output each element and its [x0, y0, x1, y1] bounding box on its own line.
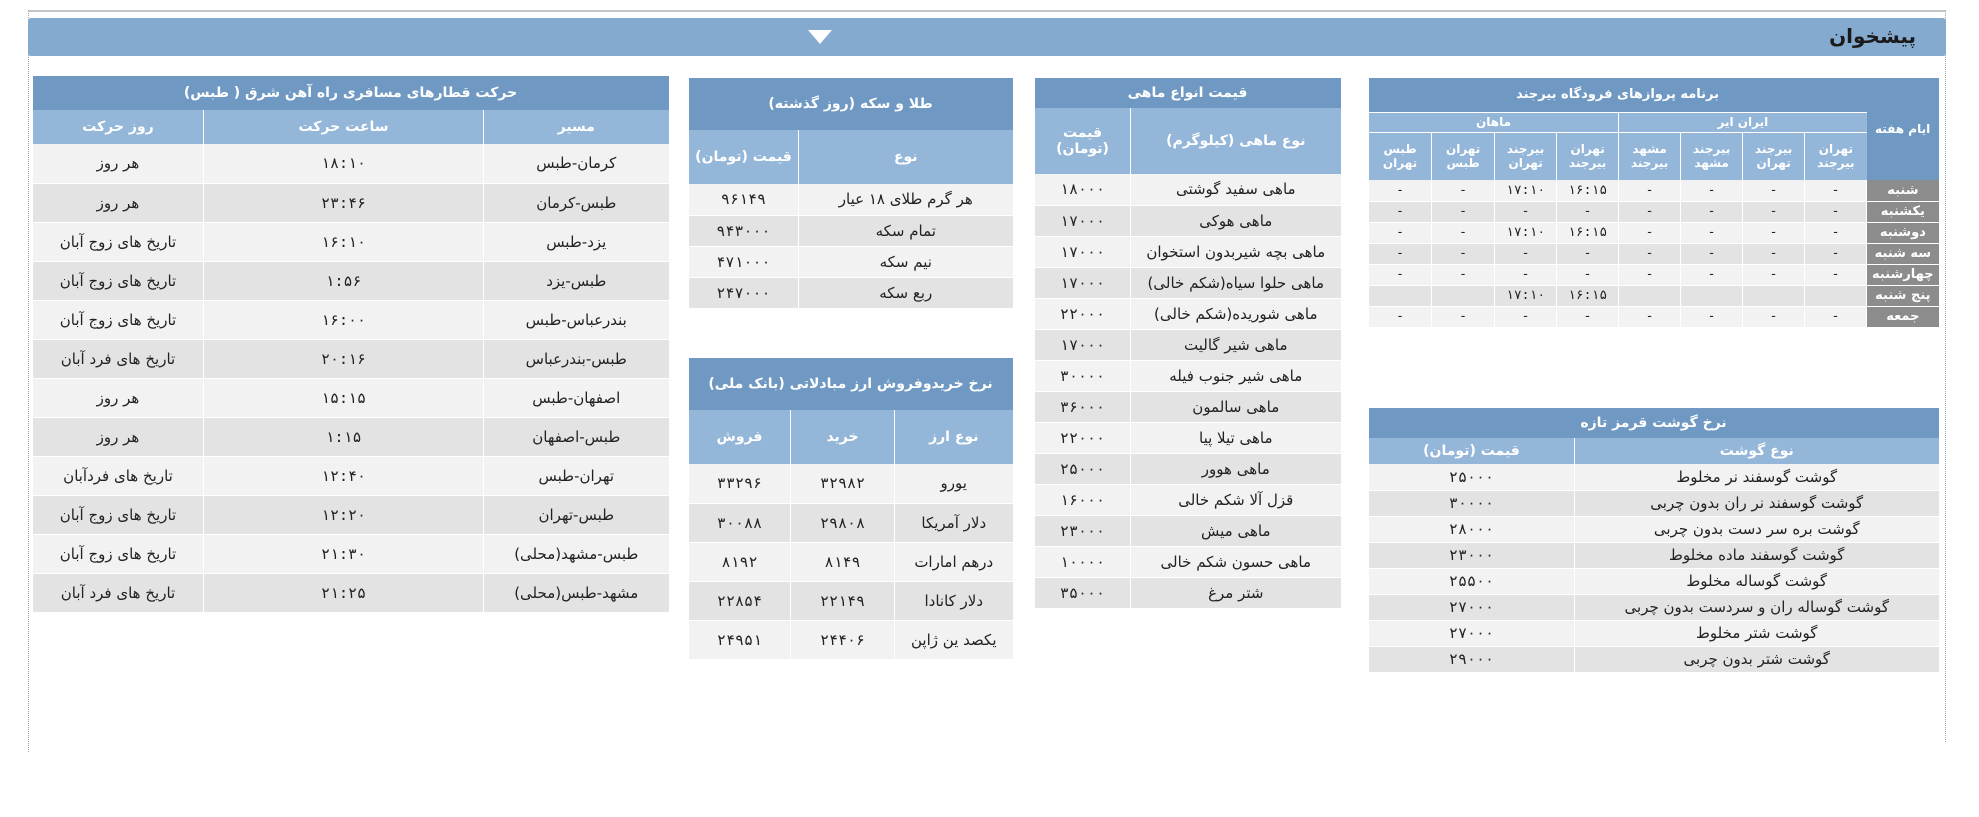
- fish-cell: ماهی هوکی: [1131, 205, 1341, 236]
- flights-cell: -: [1432, 222, 1495, 243]
- meat-col-price: قیمت (تومان): [1369, 438, 1575, 464]
- meat-cell: گوشت گوسفند نر ران بدون چربی: [1575, 490, 1939, 516]
- flights-cell: -: [1495, 243, 1557, 264]
- meat-cell: ۲۵۵۰۰: [1369, 568, 1575, 594]
- trains-cell: ۲۱:۳۰: [204, 534, 484, 573]
- flights-cell: -: [1805, 222, 1867, 243]
- trains-cell: ۲۳:۴۶: [204, 183, 484, 222]
- fish-cell: ۱۷۰۰۰: [1035, 205, 1131, 236]
- gold-col-type: نوع: [799, 130, 1013, 184]
- flights-day-cell: پنج شنبه: [1867, 285, 1939, 306]
- meat-table: [1368, 408, 1939, 673]
- fish-cell: ۱۶۰۰۰: [1035, 484, 1131, 515]
- flights-cell: -: [1557, 306, 1619, 327]
- flights-cell: -: [1681, 306, 1743, 327]
- flights-day-cell: چهارشنبه: [1867, 264, 1939, 285]
- flights-cell: -: [1619, 222, 1681, 243]
- fish-title: قیمت انواع ماهی: [1035, 78, 1341, 108]
- flights-body: [1369, 180, 1939, 327]
- currency-cell: ۸۱۹۲: [689, 542, 791, 581]
- currency-cell: ۲۴۴۰۶: [791, 620, 895, 659]
- flights-cell: ۱۷:۱۰: [1495, 222, 1557, 243]
- currency-cell: ۳۲۹۸۲: [791, 464, 895, 503]
- meat-cell: ۲۳۰۰۰: [1369, 542, 1575, 568]
- flights-airline-iranair: ایران ایر: [1619, 112, 1867, 132]
- gold-cell: ربع سکه: [799, 277, 1013, 308]
- flights-cell: -: [1805, 201, 1867, 222]
- flights-cell: -: [1495, 264, 1557, 285]
- flights-cell: -: [1743, 222, 1805, 243]
- fish-cell: ۲۲۰۰۰: [1035, 422, 1131, 453]
- flights-title: برنامه پروازهای فرودگاه بیرجند: [1369, 78, 1867, 112]
- gold-table: [688, 78, 1013, 309]
- currency-cell: دلار آمریکا: [895, 503, 1013, 542]
- flights-route-header: بیرجند تهران: [1495, 132, 1557, 180]
- flights-cell: -: [1619, 306, 1681, 327]
- flights-cell: -: [1805, 180, 1867, 201]
- meat-cell: ۲۷۰۰۰: [1369, 620, 1575, 646]
- fish-col-price: قیمت (تومان): [1035, 108, 1131, 174]
- currency-body: [689, 464, 1013, 659]
- trains-cell: ۱۶:۰۰: [204, 300, 484, 339]
- currency-row: [689, 581, 1013, 620]
- flights-day-header: ایام هفته: [1867, 78, 1939, 180]
- trains-row: [33, 183, 669, 222]
- fish-table: [1034, 78, 1341, 609]
- currency-cell: ۲۲۱۴۹: [791, 581, 895, 620]
- flights-route-header: تهران بیرجند: [1805, 132, 1867, 180]
- currency-cell: ۲۲۸۵۴: [689, 581, 791, 620]
- gold-cell: ۹۶۱۴۹: [689, 184, 799, 215]
- trains-cell: هر روز: [33, 144, 204, 183]
- trains-row: [33, 573, 669, 612]
- gold-row: [689, 246, 1013, 277]
- flights-cell: -: [1681, 243, 1743, 264]
- section-banner: [28, 18, 1946, 56]
- flights-cell: [1805, 285, 1867, 306]
- section-title: پیشخوان: [1829, 24, 1916, 48]
- flights-cell: -: [1743, 306, 1805, 327]
- currency-row: [689, 503, 1013, 542]
- flights-cell: -: [1681, 264, 1743, 285]
- fish-cell: ۲۲۰۰۰: [1035, 298, 1131, 329]
- meat-cell: گوشت شتر بدون چربی: [1575, 646, 1939, 672]
- flights-routes-row: [1369, 132, 1939, 180]
- flights-cell: -: [1805, 306, 1867, 327]
- trains-cell: ۱:۱۵: [204, 417, 484, 456]
- trains-cell: ۱:۵۶: [204, 261, 484, 300]
- fish-cell: ۱۷۰۰۰: [1035, 329, 1131, 360]
- trains-cell: هر روز: [33, 183, 204, 222]
- trains-cell: طبس-تهران: [484, 495, 669, 534]
- flights-route-header: تهران طبس: [1432, 132, 1495, 180]
- trains-cell: طبس-بندرعباس: [484, 339, 669, 378]
- flights-cell: -: [1557, 264, 1619, 285]
- gold-col-price: قیمت (تومان): [689, 130, 799, 184]
- flights-route-header: بیرجند مشهد: [1681, 132, 1743, 180]
- trains-row: [33, 417, 669, 456]
- flights-cell: ۱۶:۱۵: [1557, 180, 1619, 201]
- fish-cell: ماهی شوریده(شکم خالی): [1131, 298, 1341, 329]
- currency-cell: ۲۴۹۵۱: [689, 620, 791, 659]
- flights-cell: -: [1743, 201, 1805, 222]
- gold-body: [689, 184, 1013, 308]
- trains-cell: هر روز: [33, 378, 204, 417]
- trains-cell: طبس-یزد: [484, 261, 669, 300]
- flights-cell: -: [1619, 201, 1681, 222]
- flights-row: [1369, 222, 1939, 243]
- currency-row: [689, 464, 1013, 503]
- meat-cell: گوشت گوساله ران و سردست بدون چربی: [1575, 594, 1939, 620]
- meat-row: [1369, 620, 1939, 646]
- flights-cell: ۱۶:۱۵: [1557, 222, 1619, 243]
- flights-cell: -: [1369, 243, 1432, 264]
- fish-row: [1035, 329, 1341, 360]
- fish-cell: ماهی هوور: [1131, 453, 1341, 484]
- fish-cell: ۲۵۰۰۰: [1035, 453, 1131, 484]
- gold-title: طلا و سکه (روز گذشته): [689, 78, 1013, 130]
- meat-row: [1369, 516, 1939, 542]
- fish-cell: ماهی تیلا پیا: [1131, 422, 1341, 453]
- currency-cell: یورو: [895, 464, 1013, 503]
- flights-cell: [1681, 285, 1743, 306]
- gold-cell: نیم سکه: [799, 246, 1013, 277]
- flights-row: [1369, 201, 1939, 222]
- meat-cell: گوشت گوساله مخلوط: [1575, 568, 1939, 594]
- fish-row: [1035, 360, 1341, 391]
- fish-cell: ماهی حسون شکم خالی: [1131, 546, 1341, 577]
- currency-col-buy: خرید: [791, 410, 895, 464]
- currency-title: نرخ خریدوفروش ارز مبادلاتی (بانک ملی): [689, 358, 1013, 410]
- fish-cell: قزل آلا شکم خالی: [1131, 484, 1341, 515]
- trains-cell: ۱۲:۴۰: [204, 456, 484, 495]
- fish-cell: ماهی شیر جنوب فیله: [1131, 360, 1341, 391]
- currency-row: [689, 542, 1013, 581]
- flights-cell: -: [1369, 180, 1432, 201]
- flights-row: [1369, 285, 1939, 306]
- flights-cell: -: [1432, 264, 1495, 285]
- flights-row: [1369, 180, 1939, 201]
- fish-cell: ۳۶۰۰۰: [1035, 391, 1131, 422]
- meat-cell: گوشت گوسفند ماده مخلوط: [1575, 542, 1939, 568]
- flights-cell: -: [1743, 243, 1805, 264]
- trains-col-time: ساعت حرکت: [204, 110, 484, 144]
- flights-route-header: بیرجند تهران: [1743, 132, 1805, 180]
- fish-row: [1035, 484, 1341, 515]
- flights-cell: ۱۷:۱۰: [1495, 180, 1557, 201]
- trains-col-route: مسیر: [484, 110, 669, 144]
- fish-row: [1035, 267, 1341, 298]
- flights-cell: -: [1432, 243, 1495, 264]
- flights-day-cell: سه شنبه: [1867, 243, 1939, 264]
- flights-cell: -: [1805, 243, 1867, 264]
- trains-cell: ۲۰:۱۶: [204, 339, 484, 378]
- fish-cell: شتر مرغ: [1131, 577, 1341, 608]
- frame-left-edge: [28, 52, 29, 752]
- trains-cell: بندرعباس-طبس: [484, 300, 669, 339]
- fish-row: [1035, 515, 1341, 546]
- fish-cell: ماهی حلوا سیاه(شکم خالی): [1131, 267, 1341, 298]
- currency-cell: ۳۳۲۹۶: [689, 464, 791, 503]
- currency-cell: ۸۱۴۹: [791, 542, 895, 581]
- flights-cell: -: [1681, 201, 1743, 222]
- flights-table: [1368, 78, 1939, 328]
- trains-cell: مشهد-طبس(محلی): [484, 573, 669, 612]
- fish-cell: ۱۷۰۰۰: [1035, 236, 1131, 267]
- trains-row: [33, 378, 669, 417]
- flights-route-header: تهران بیرجند: [1557, 132, 1619, 180]
- flights-row: [1369, 306, 1939, 327]
- flights-cell: -: [1681, 222, 1743, 243]
- flights-cell: [1432, 285, 1495, 306]
- gold-row: [689, 277, 1013, 308]
- trains-row: [33, 261, 669, 300]
- flights-cell: -: [1369, 306, 1432, 327]
- meat-title: نرخ گوشت قرمز تازه: [1369, 408, 1939, 438]
- fish-col-type: نوع ماهی (کیلوگرم): [1131, 108, 1341, 174]
- flights-day-cell: شنبه: [1867, 180, 1939, 201]
- flights-cell: [1369, 285, 1432, 306]
- trains-col-day: روز حرکت: [33, 110, 204, 144]
- flights-cell: -: [1432, 201, 1495, 222]
- trains-row: [33, 534, 669, 573]
- trains-title: حرکت قطارهای مسافری راه آهن شرق ( طبس): [33, 76, 669, 110]
- flights-cell: -: [1619, 264, 1681, 285]
- trains-row: [33, 222, 669, 261]
- trains-cell: ۱۶:۱۰: [204, 222, 484, 261]
- flights-day-cell: یکشنبه: [1867, 201, 1939, 222]
- currency-cell: دلار کانادا: [895, 581, 1013, 620]
- fish-body: [1035, 174, 1341, 608]
- flights-airline-mahan: ماهان: [1369, 112, 1619, 132]
- flights-cell: -: [1369, 222, 1432, 243]
- meat-row: [1369, 542, 1939, 568]
- meat-row: [1369, 490, 1939, 516]
- trains-cell: کرمان-طبس: [484, 144, 669, 183]
- meat-row: [1369, 464, 1939, 490]
- trains-table: [32, 76, 669, 613]
- gold-cell: ۲۴۷۰۰۰: [689, 277, 799, 308]
- currency-cell: ۳۰۰۸۸: [689, 503, 791, 542]
- gold-row: [689, 184, 1013, 215]
- trains-body: [33, 144, 669, 612]
- flights-cell: -: [1432, 180, 1495, 201]
- flights-cell: -: [1619, 243, 1681, 264]
- currency-row: [689, 620, 1013, 659]
- fish-cell: ماهی میش: [1131, 515, 1341, 546]
- gold-cell: تمام سکه: [799, 215, 1013, 246]
- fish-cell: ماهی سفید گوشتی: [1131, 174, 1341, 205]
- flights-cell: ۱۶:۱۵: [1557, 285, 1619, 306]
- meat-row: [1369, 646, 1939, 672]
- currency-cell: ۲۹۸۰۸: [791, 503, 895, 542]
- fish-cell: ماهی شیر گالیت: [1131, 329, 1341, 360]
- flights-cell: -: [1432, 306, 1495, 327]
- flights-cell: -: [1743, 180, 1805, 201]
- gold-cell: ۴۷۱۰۰۰: [689, 246, 799, 277]
- trains-cell: تاریخ های زوج آبان: [33, 261, 204, 300]
- fish-cell: ماهی بچه شیربدون استخوان: [1131, 236, 1341, 267]
- fish-cell: ۱۰۰۰۰: [1035, 546, 1131, 577]
- meat-cell: گوشت گوسفند نر مخلوط: [1575, 464, 1939, 490]
- meat-cell: گوشت بره سر دست بدون چربی: [1575, 516, 1939, 542]
- flights-cell: ۱۷:۱۰: [1495, 285, 1557, 306]
- trains-cell: تاریخ های فرد آبان: [33, 339, 204, 378]
- flights-cell: -: [1681, 180, 1743, 201]
- fish-row: [1035, 422, 1341, 453]
- meat-row: [1369, 594, 1939, 620]
- fish-cell: ۱۷۰۰۰: [1035, 267, 1131, 298]
- trains-cell: تاریخ های زوج آبان: [33, 222, 204, 261]
- fish-row: [1035, 236, 1341, 267]
- trains-cell: طبس-کرمان: [484, 183, 669, 222]
- fish-row: [1035, 391, 1341, 422]
- meat-col-type: نوع گوشت: [1575, 438, 1939, 464]
- flights-route-header: مشهد بیرجند: [1619, 132, 1681, 180]
- flights-cell: -: [1557, 243, 1619, 264]
- flights-cell: -: [1805, 264, 1867, 285]
- trains-cell: تاریخ های فرد آبان: [33, 573, 204, 612]
- meat-cell: ۲۹۰۰۰: [1369, 646, 1575, 672]
- trains-cell: طبس-اصفهان: [484, 417, 669, 456]
- fish-row: [1035, 546, 1341, 577]
- trains-row: [33, 339, 669, 378]
- trains-cell: تاریخ های فردآبان: [33, 456, 204, 495]
- fish-cell: ماهی سالمون: [1131, 391, 1341, 422]
- flights-row: [1369, 264, 1939, 285]
- trains-cell: ۱۲:۲۰: [204, 495, 484, 534]
- trains-row: [33, 300, 669, 339]
- currency-cell: درهم امارات: [895, 542, 1013, 581]
- gold-cell: هر گرم طلای ۱۸ عیار: [799, 184, 1013, 215]
- flights-cell: -: [1557, 201, 1619, 222]
- flights-cell: -: [1495, 306, 1557, 327]
- trains-cell: ۱۵:۱۵: [204, 378, 484, 417]
- flights-cell: -: [1619, 180, 1681, 201]
- meat-cell: ۲۸۰۰۰: [1369, 516, 1575, 542]
- fish-row: [1035, 577, 1341, 608]
- trains-cell: ۱۸:۱۰: [204, 144, 484, 183]
- meat-cell: گوشت شتر مخلوط: [1575, 620, 1939, 646]
- trains-cell: تهران-طبس: [484, 456, 669, 495]
- currency-table: [688, 358, 1013, 660]
- meat-cell: ۳۰۰۰۰: [1369, 490, 1575, 516]
- fish-row: [1035, 174, 1341, 205]
- currency-col-type: نوع ارز: [895, 410, 1013, 464]
- trains-cell: هر روز: [33, 417, 204, 456]
- banner-notch: [808, 30, 832, 44]
- currency-cell: یکصد ین ژاپن: [895, 620, 1013, 659]
- flights-day-cell: دوشنبه: [1867, 222, 1939, 243]
- trains-row: [33, 495, 669, 534]
- flights-cell: -: [1743, 264, 1805, 285]
- fish-cell: ۳۰۰۰۰: [1035, 360, 1131, 391]
- flights-cell: [1619, 285, 1681, 306]
- meat-body: [1369, 464, 1939, 672]
- flights-cell: -: [1369, 264, 1432, 285]
- fish-row: [1035, 453, 1341, 484]
- trains-row: [33, 144, 669, 183]
- frame-right-edge: [1945, 52, 1946, 742]
- flights-row: [1369, 243, 1939, 264]
- flights-cell: [1743, 285, 1805, 306]
- fish-cell: ۲۳۰۰۰: [1035, 515, 1131, 546]
- fish-cell: ۳۵۰۰۰: [1035, 577, 1131, 608]
- trains-cell: یزد-طبس: [484, 222, 669, 261]
- meat-row: [1369, 568, 1939, 594]
- gold-cell: ۹۴۳۰۰۰: [689, 215, 799, 246]
- trains-row: [33, 456, 669, 495]
- flights-route-header: طبس تهران: [1369, 132, 1432, 180]
- flights-cell: -: [1369, 201, 1432, 222]
- meat-cell: ۲۵۰۰۰: [1369, 464, 1575, 490]
- fish-row: [1035, 205, 1341, 236]
- trains-cell: طبس-مشهد(محلی): [484, 534, 669, 573]
- flights-day-cell: جمعه: [1867, 306, 1939, 327]
- trains-cell: تاریخ های زوج آبان: [33, 534, 204, 573]
- trains-cell: ۲۱:۲۵: [204, 573, 484, 612]
- meat-cell: ۲۷۰۰۰: [1369, 594, 1575, 620]
- trains-cell: تاریخ های زوج آبان: [33, 300, 204, 339]
- currency-col-sell: فروش: [689, 410, 791, 464]
- gold-row: [689, 215, 1013, 246]
- trains-cell: اصفهان-طبس: [484, 378, 669, 417]
- trains-cell: تاریخ های زوج آبان: [33, 495, 204, 534]
- fish-cell: ۱۸۰۰۰: [1035, 174, 1131, 205]
- flights-cell: -: [1495, 201, 1557, 222]
- fish-row: [1035, 298, 1341, 329]
